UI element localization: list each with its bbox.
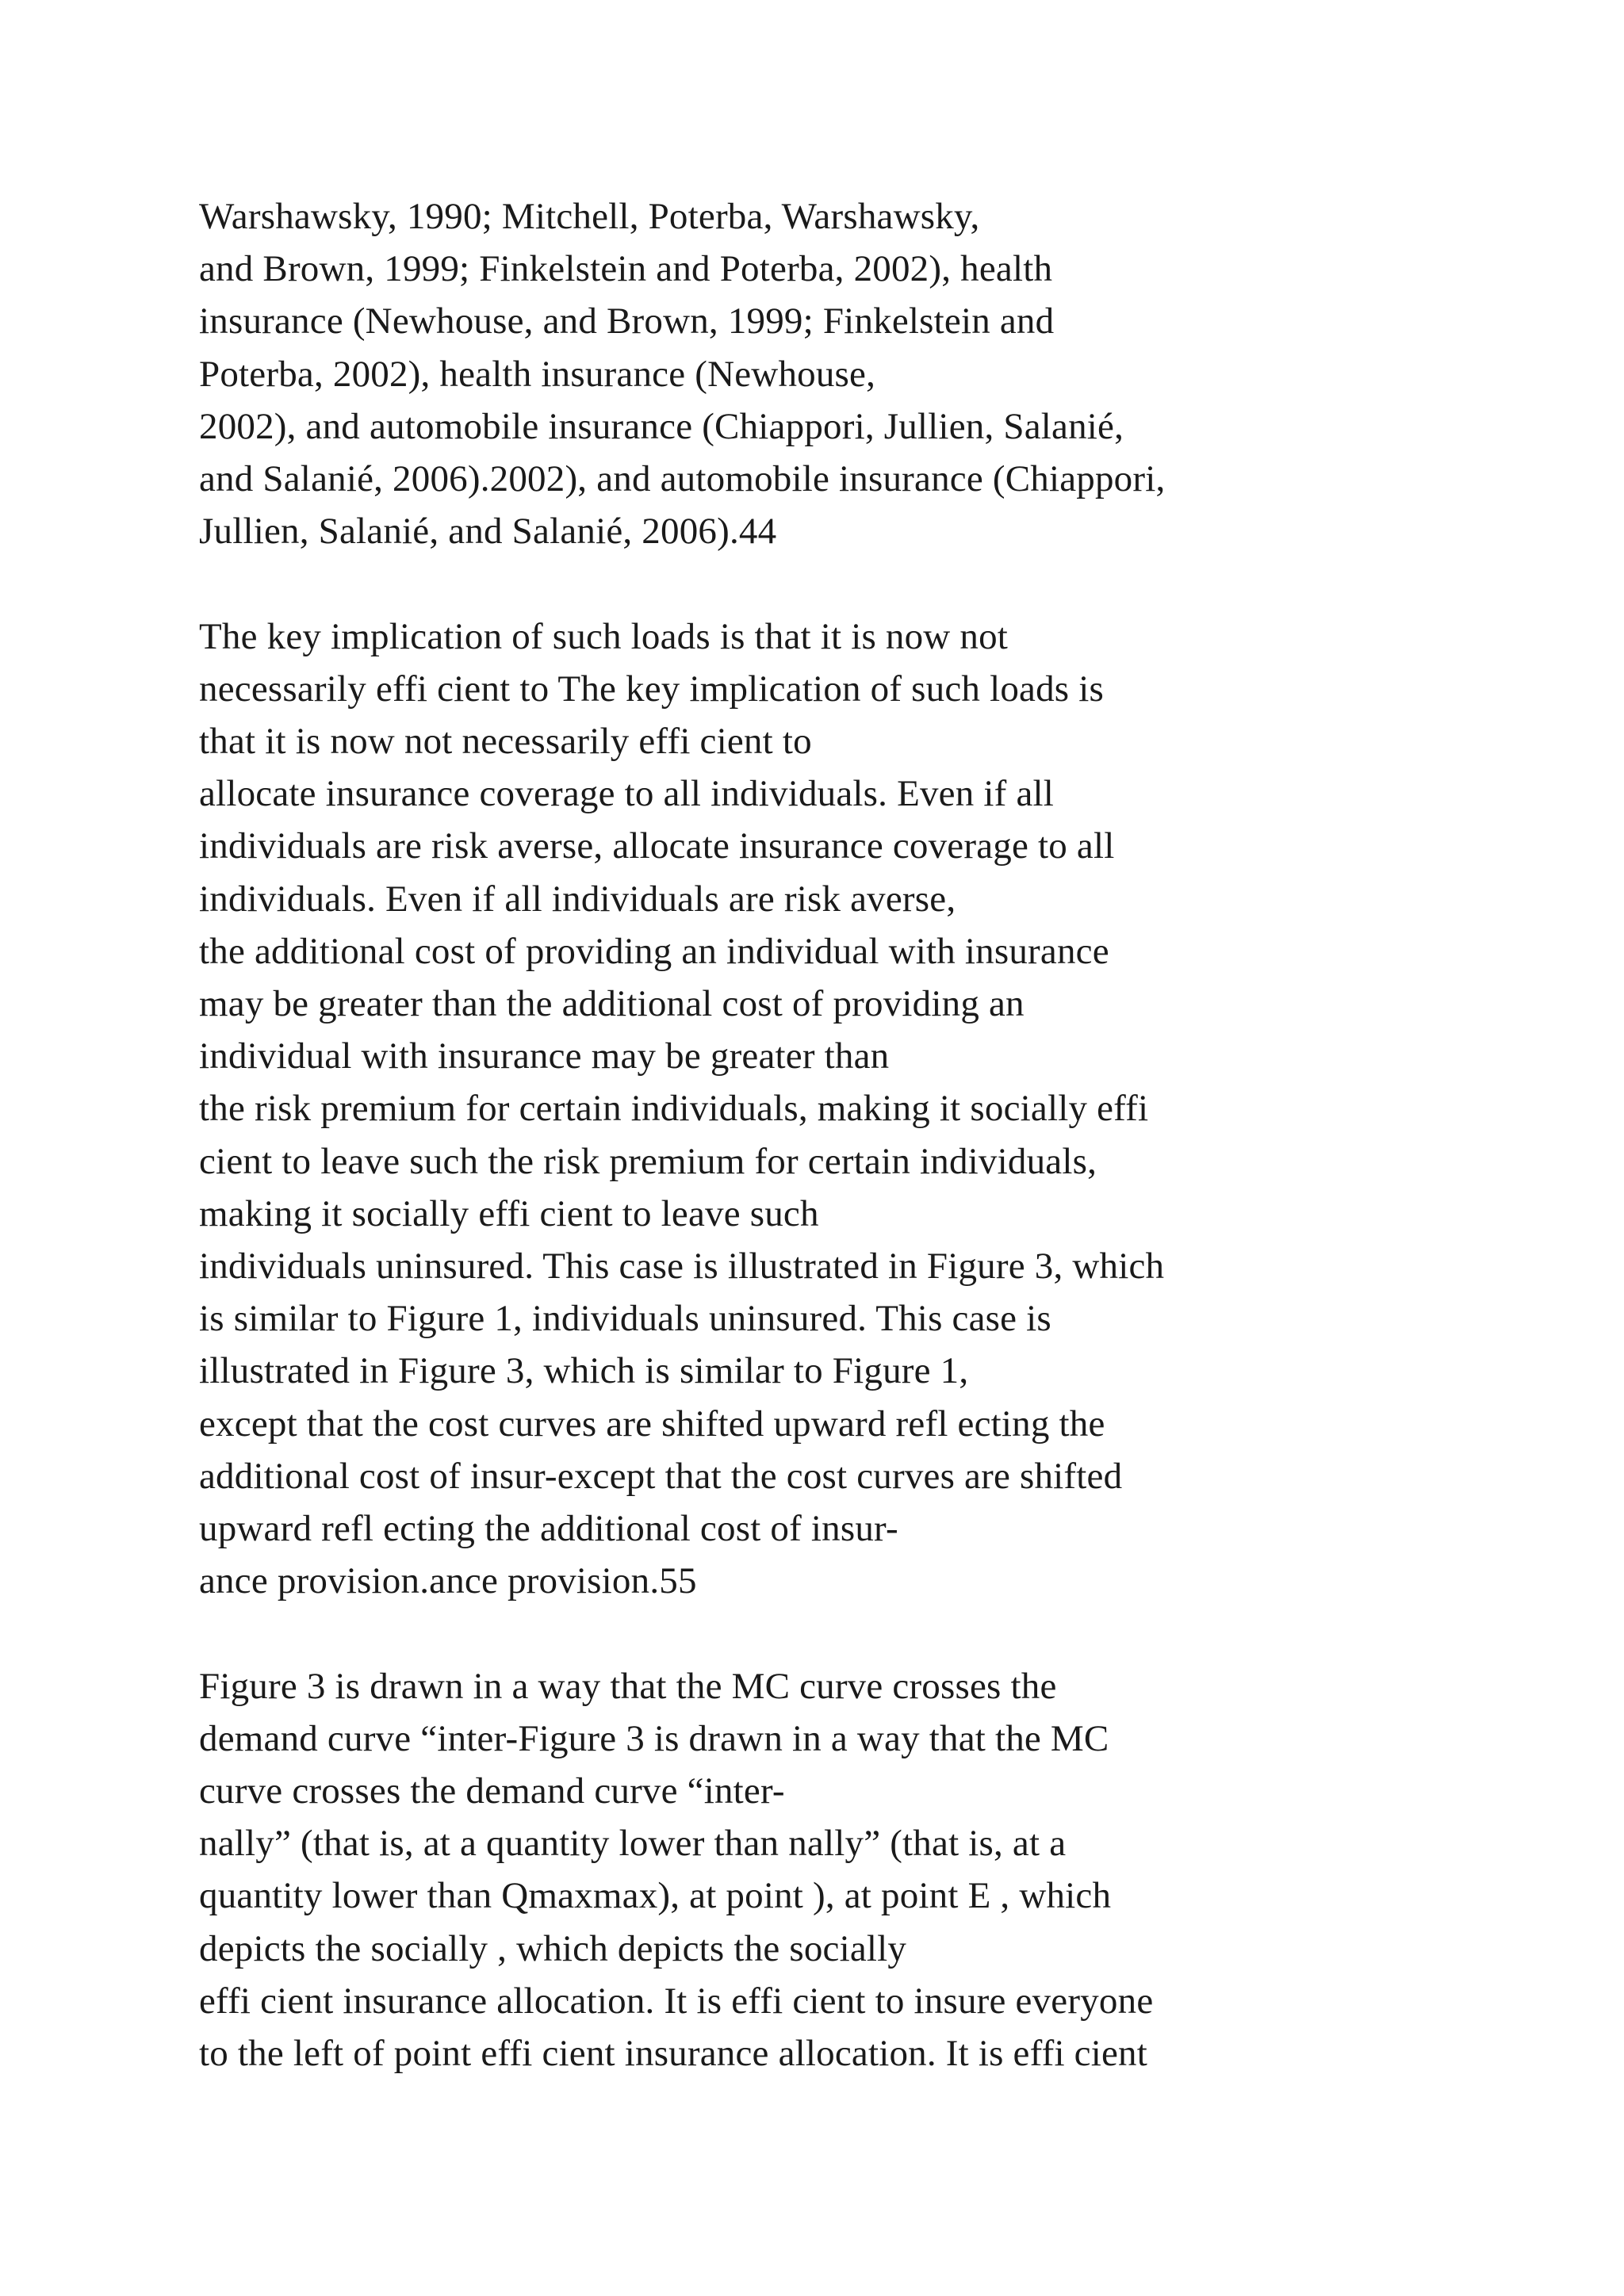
text-line: is similar to Figure 1, individuals uninsured. This case is xyxy=(199,1298,1051,1340)
text-line: necessarily effi cient to The key implication of such loads is xyxy=(199,668,1104,710)
paragraph-1 xyxy=(199,190,1547,557)
text-line: individuals. Even if all individuals are risk averse, xyxy=(199,878,956,920)
text-line: quantity lower than Qmaxmax), at point ), at point E , which xyxy=(199,1875,1112,1917)
text-line: may be greater than the additional cost of providing an xyxy=(199,983,1025,1025)
text-line: 2002), and automobile insurance (Chiappori, Jullien, Salanié, xyxy=(199,405,1124,447)
text-line: except that the cost curves are shifted upward refl ecting the xyxy=(199,1402,1105,1445)
text-line: that it is now not necessarily effi cient to xyxy=(199,721,812,763)
text-line: effi cient insurance allocation. It is effi cient to insure everyone xyxy=(199,1980,1154,2022)
paragraph-2 xyxy=(199,610,1547,1608)
text-line: Poterba, 2002), health insurance (Newhouse, xyxy=(199,353,876,395)
text-line: individuals uninsured. This case is illustrated in Figure 3, which xyxy=(199,1246,1165,1288)
text-line: demand curve “inter-Figure 3 is drawn in a way that the MC xyxy=(199,1717,1109,1759)
text-line: the additional cost of providing an individual with insurance xyxy=(199,930,1109,972)
text-line: individuals are risk averse, allocate insurance coverage to all xyxy=(199,825,1115,867)
text-line: insurance (Newhouse, and Brown, 1999; Finkelstein and xyxy=(199,300,1055,342)
text-line: to the left of point effi cient insurance allocation. It is effi cient xyxy=(199,2033,1147,2075)
text-line: nally” (that is, at a quantity lower than nally” (that is, at a xyxy=(199,1823,1067,1865)
text-line: Figure 3 is drawn in a way that the MC curve crosses the xyxy=(199,1665,1057,1707)
text-line: making it socially effi cient to leave such xyxy=(199,1192,819,1234)
text-line: allocate insurance coverage to all individuals. Even if all xyxy=(199,773,1055,815)
text-line: The key implication of such loads is that it is now not xyxy=(199,615,1009,657)
text-line: illustrated in Figure 3, which is similar to Figure 1, xyxy=(199,1350,969,1392)
text-line: individual with insurance may be greater than xyxy=(199,1035,890,1077)
text-line: depicts the socially , which depicts the socially xyxy=(199,1927,907,1969)
document-page xyxy=(199,190,1547,2132)
text-line: and Salanié, 2006).2002), and automobile insurance (Chiappori, xyxy=(199,458,1166,500)
text-line: cient to leave such the risk premium for certain individuals, xyxy=(199,1140,1097,1182)
text-line: ance provision.ance provision.55 xyxy=(199,1560,697,1602)
text-line: the risk premium for certain individuals, making it socially effi xyxy=(199,1088,1149,1130)
text-line: Warshawsky, 1990; Mitchell, Poterba, Warshawsky, xyxy=(199,196,980,237)
text-line: additional cost of insur-except that the cost curves are shifted xyxy=(199,1455,1123,1497)
text-line: Jullien, Salanié, and Salanié, 2006).44 xyxy=(199,511,777,553)
paragraph-3 xyxy=(199,1660,1547,2080)
text-line: and Brown, 1999; Finkelstein and Poterba, 2002), health xyxy=(199,248,1053,290)
text-line: upward refl ecting the additional cost of insur- xyxy=(199,1508,898,1550)
text-line: curve crosses the demand curve “inter- xyxy=(199,1770,785,1812)
